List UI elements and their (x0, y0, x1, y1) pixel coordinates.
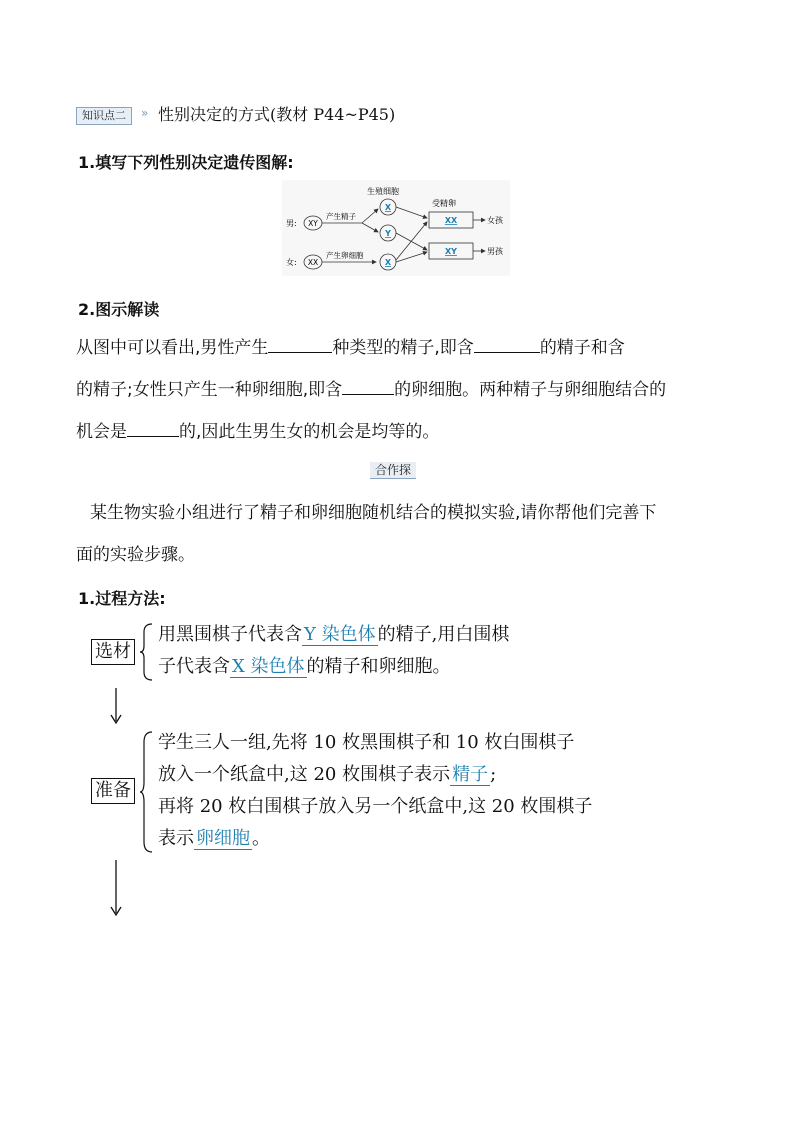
intro-line-1: 某生物实验小组进行了精子和卵细胞随机结合的模拟实验,请你帮他们完善下 (90, 503, 657, 523)
select-line-2: 子代表含 X 染色体 的精子和卵细胞。 (158, 656, 451, 677)
select-line-1: 用黑围棋子代表含 Y 染色体 的精子,用白围棋 (158, 624, 510, 645)
double-chevron-icon: » (141, 106, 149, 120)
step-select-label: 选材 (91, 639, 135, 665)
zygote-xy: XY (445, 247, 457, 256)
girl-label: 女孩 (487, 216, 503, 225)
sperm-y: Y (385, 229, 391, 238)
intro-line-2: 面的实验步骤。 (76, 545, 195, 565)
male-genotype: XY (308, 219, 318, 228)
step-prepare-label: 准备 (91, 778, 135, 804)
cooperate-tag: 合作探 (370, 462, 416, 479)
sex-determination-diagram (282, 180, 510, 276)
answer-y-chromosome: Y 染色体 (304, 624, 376, 645)
female-genotype: XX (307, 258, 319, 267)
answer-sperm: 精子 (452, 764, 489, 785)
left-brace-icon (140, 622, 154, 682)
q2-line-3: 机会是 的,因此生男生女的机会是均等的。 (76, 422, 440, 442)
q2-line-2: 的精子;女性只产生一种卵细胞,即含 的卵细胞。两种精子与卵细胞结合的 (76, 380, 667, 400)
prepare-line-4: 表示 卵细胞 。 (158, 828, 270, 849)
process-heading: 1.过程方法: (78, 589, 166, 608)
left-brace-icon (140, 730, 154, 854)
down-arrow-icon (109, 688, 123, 724)
answer-x-chromosome: X 染色体 (232, 656, 305, 677)
boy-label: 男孩 (487, 247, 503, 256)
blank-4[interactable] (127, 420, 179, 437)
knowledge-point-tag: 知识点二 (76, 107, 132, 125)
produce-egg-label: 产生卵细胞 (326, 251, 364, 260)
blank-3[interactable] (342, 378, 394, 395)
q2-line-1: 从图中可以看出,男性产生 种类型的精子,即含 的精子和含 (76, 338, 625, 358)
down-arrow-icon (109, 860, 123, 916)
section-title: 性别决定的方式(教材 P44~P45) (158, 105, 396, 124)
q1-heading: 1.填写下列性别决定遗传图解: (78, 153, 294, 172)
zygote-label: 受精卵 (432, 199, 456, 208)
q2-heading: 2.图示解读 (78, 300, 160, 319)
prepare-line-1: 学生三人一组,先将 10 枚黑围棋子和 10 枚白围棋子 (158, 732, 575, 753)
prepare-line-3: 再将 20 枚白围棋子放入另一个纸盒中,这 20 枚围棋子 (158, 796, 593, 817)
answer-egg: 卵细胞 (196, 828, 250, 849)
sperm-x: X (384, 203, 392, 212)
blank-2[interactable] (474, 336, 540, 353)
prepare-line-2: 放入一个纸盒中,这 20 枚围棋子表示 精子 ; (158, 764, 497, 785)
male-label: 男: (286, 219, 297, 228)
produce-sperm-label: 产生精子 (326, 212, 356, 221)
egg-x: X (384, 258, 392, 267)
blank-1[interactable] (268, 336, 332, 353)
female-label: 女: (286, 258, 297, 267)
zygote-xx: XX (444, 216, 458, 225)
germ-cells-label: 生殖细胞 (367, 187, 399, 196)
